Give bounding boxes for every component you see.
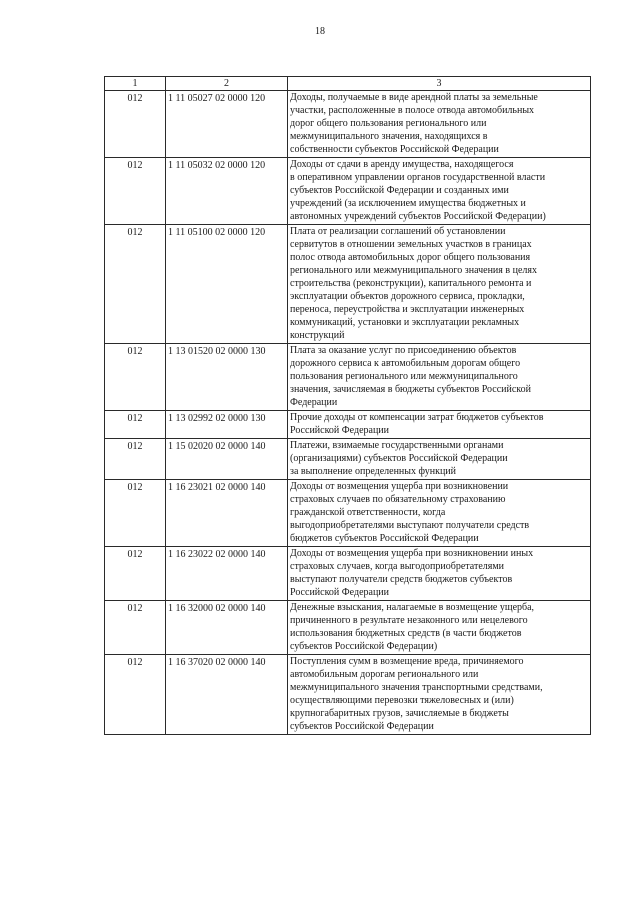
revenue-description-cell: [288, 411, 591, 439]
description-line: регионального или межмуниципального значения в целях: [290, 265, 537, 276]
description-line: Доходы от возмещения ущерба при возникновении: [290, 481, 509, 492]
description-line: сервитутов в отношении земельных участков в границах: [290, 239, 532, 250]
table-header-row: [105, 77, 591, 91]
column-header-code: 2: [166, 77, 288, 91]
description-line: причиненного в результате незаконного или нецелевого: [290, 615, 528, 626]
description-line: использования бюджетных средств (в части бюджетов: [290, 628, 522, 639]
description-line: субъектов Российской Федерации и созданных ими: [290, 185, 509, 196]
description-line: участки, расположенные в полосе отвода автомобильных: [290, 105, 535, 116]
revenue-description-cell: [288, 655, 591, 735]
description-line: эксплуатации объектов дорожного сервиса, прокладки,: [290, 291, 525, 302]
table-row: [105, 439, 591, 480]
table-row: [105, 344, 591, 411]
admin-code-cell: 012: [105, 158, 166, 225]
revenue-description-cell: [288, 439, 591, 480]
description-line: конструкций: [290, 330, 345, 341]
description-line: Российской Федерации: [290, 425, 390, 436]
description-line: дорог общего пользования регионального или: [290, 118, 487, 129]
table-row: [105, 547, 591, 601]
revenue-codes-table: [104, 76, 591, 735]
revenue-description-cell: [288, 158, 591, 225]
table-row: [105, 411, 591, 439]
description-line: автомобильным дорогам регионального или: [290, 669, 479, 680]
budget-classification-code-cell: 1 15 02020 02 0000 140: [166, 439, 288, 480]
description-line: бюджетов субъектов Российской Федерации: [290, 533, 479, 544]
description-line: коммуникаций, установки и эксплуатации рекламных: [290, 317, 520, 328]
table-row: [105, 655, 591, 735]
budget-classification-code-cell: 1 16 32000 02 0000 140: [166, 601, 288, 655]
description-line: полос отвода автомобильных дорог общего пользования: [290, 252, 531, 263]
budget-classification-code-cell: 1 13 01520 02 0000 130: [166, 344, 288, 411]
description-line: за выполнение определенных функций: [290, 466, 457, 477]
description-line: субъектов Российской Федерации): [290, 641, 438, 652]
revenue-description-cell: [288, 547, 591, 601]
admin-code-cell: 012: [105, 480, 166, 547]
description-line: дорожного сервиса к автомобильным дорогам общего: [290, 358, 521, 369]
admin-code-cell: 012: [105, 601, 166, 655]
description-line: Российской Федерации: [290, 587, 390, 598]
description-line: Доходы от сдачи в аренду имущества, находящегося: [290, 159, 514, 170]
description-line: Доходы от возмещения ущерба при возникновении иных: [290, 548, 534, 559]
budget-classification-code-cell: 1 13 02992 02 0000 130: [166, 411, 288, 439]
description-line: значения, зачисляемая в бюджеты субъектов Российской: [290, 384, 532, 395]
table-row: [105, 601, 591, 655]
page-number: 18: [315, 26, 325, 37]
description-line: (организациями) субъектов Российской Федерации: [290, 453, 508, 464]
admin-code-cell: 012: [105, 411, 166, 439]
description-line: Плата от реализации соглашений об установлении: [290, 226, 506, 237]
revenue-description-cell: [288, 601, 591, 655]
budget-classification-code-cell: 1 11 05027 02 0000 120: [166, 91, 288, 158]
description-line: страховых случаев по обязательному страхованию: [290, 494, 506, 505]
description-line: Платежи, взимаемые государственными органами: [290, 440, 504, 451]
admin-code-cell: 012: [105, 655, 166, 735]
description-line: строительства (реконструкции), капитального ремонта и: [290, 278, 532, 289]
description-line: субъектов Российской Федерации: [290, 721, 434, 732]
description-line: Поступления сумм в возмещение вреда, причиняемого: [290, 656, 524, 667]
table-row: [105, 480, 591, 547]
revenue-description-cell: [288, 344, 591, 411]
table-body: [105, 91, 591, 735]
revenue-description-cell: [288, 480, 591, 547]
description-line: Прочие доходы от компенсации затрат бюджетов субъектов: [290, 412, 544, 423]
description-line: крупногабаритных грузов, зачисляемые в бюджеты: [290, 708, 509, 719]
description-line: учреждений (за исключением имущества бюджетных и: [290, 198, 526, 209]
description-line: Федерации: [290, 397, 338, 408]
admin-code-cell: 012: [105, 439, 166, 480]
description-line: межмуниципального значения транспортными средствами,: [290, 682, 543, 693]
description-line: Доходы, получаемые в виде арендной платы за земельные: [290, 92, 538, 103]
description-line: страховых случаев, когда выгодоприобретателями: [290, 561, 505, 572]
description-line: выступают получатели средств бюджетов субъектов: [290, 574, 513, 585]
budget-classification-code-cell: 1 11 05032 02 0000 120: [166, 158, 288, 225]
admin-code-cell: 012: [105, 344, 166, 411]
description-line: Плата за оказание услуг по присоединению объектов: [290, 345, 517, 356]
description-line: в оперативном управлении органов государственной власти: [290, 172, 546, 183]
revenue-description-cell: [288, 91, 591, 158]
description-line: переноса, переустройства и эксплуатации инженерных: [290, 304, 525, 315]
description-line: Денежные взыскания, налагаемые в возмещение ущерба,: [290, 602, 535, 613]
table-row: [105, 225, 591, 344]
table-row: [105, 158, 591, 225]
table-row: [105, 91, 591, 158]
description-line: осуществляющими перевозки тяжеловесных и (или): [290, 695, 514, 706]
description-line: собственности субъектов Российской Федерации: [290, 144, 499, 155]
description-line: автономных учреждений субъектов Российской Федерации): [290, 211, 546, 222]
description-line: пользования регионального или межмуниципального: [290, 371, 518, 382]
budget-classification-code-cell: 1 16 23022 02 0000 140: [166, 547, 288, 601]
admin-code-cell: 012: [105, 547, 166, 601]
revenue-description-cell: [288, 225, 591, 344]
column-header-admin: 1: [105, 77, 166, 91]
admin-code-cell: 012: [105, 91, 166, 158]
description-line: межмуниципального значения, находящихся в: [290, 131, 488, 142]
description-line: выгодоприобретателями выступают получатели средств: [290, 520, 530, 531]
budget-classification-code-cell: 1 16 37020 02 0000 140: [166, 655, 288, 735]
description-line: гражданской ответственности, когда: [290, 507, 446, 518]
budget-classification-code-cell: 1 16 23021 02 0000 140: [166, 480, 288, 547]
column-header-description: 3: [288, 77, 591, 91]
budget-classification-code-cell: 1 11 05100 02 0000 120: [166, 225, 288, 344]
admin-code-cell: 012: [105, 225, 166, 344]
